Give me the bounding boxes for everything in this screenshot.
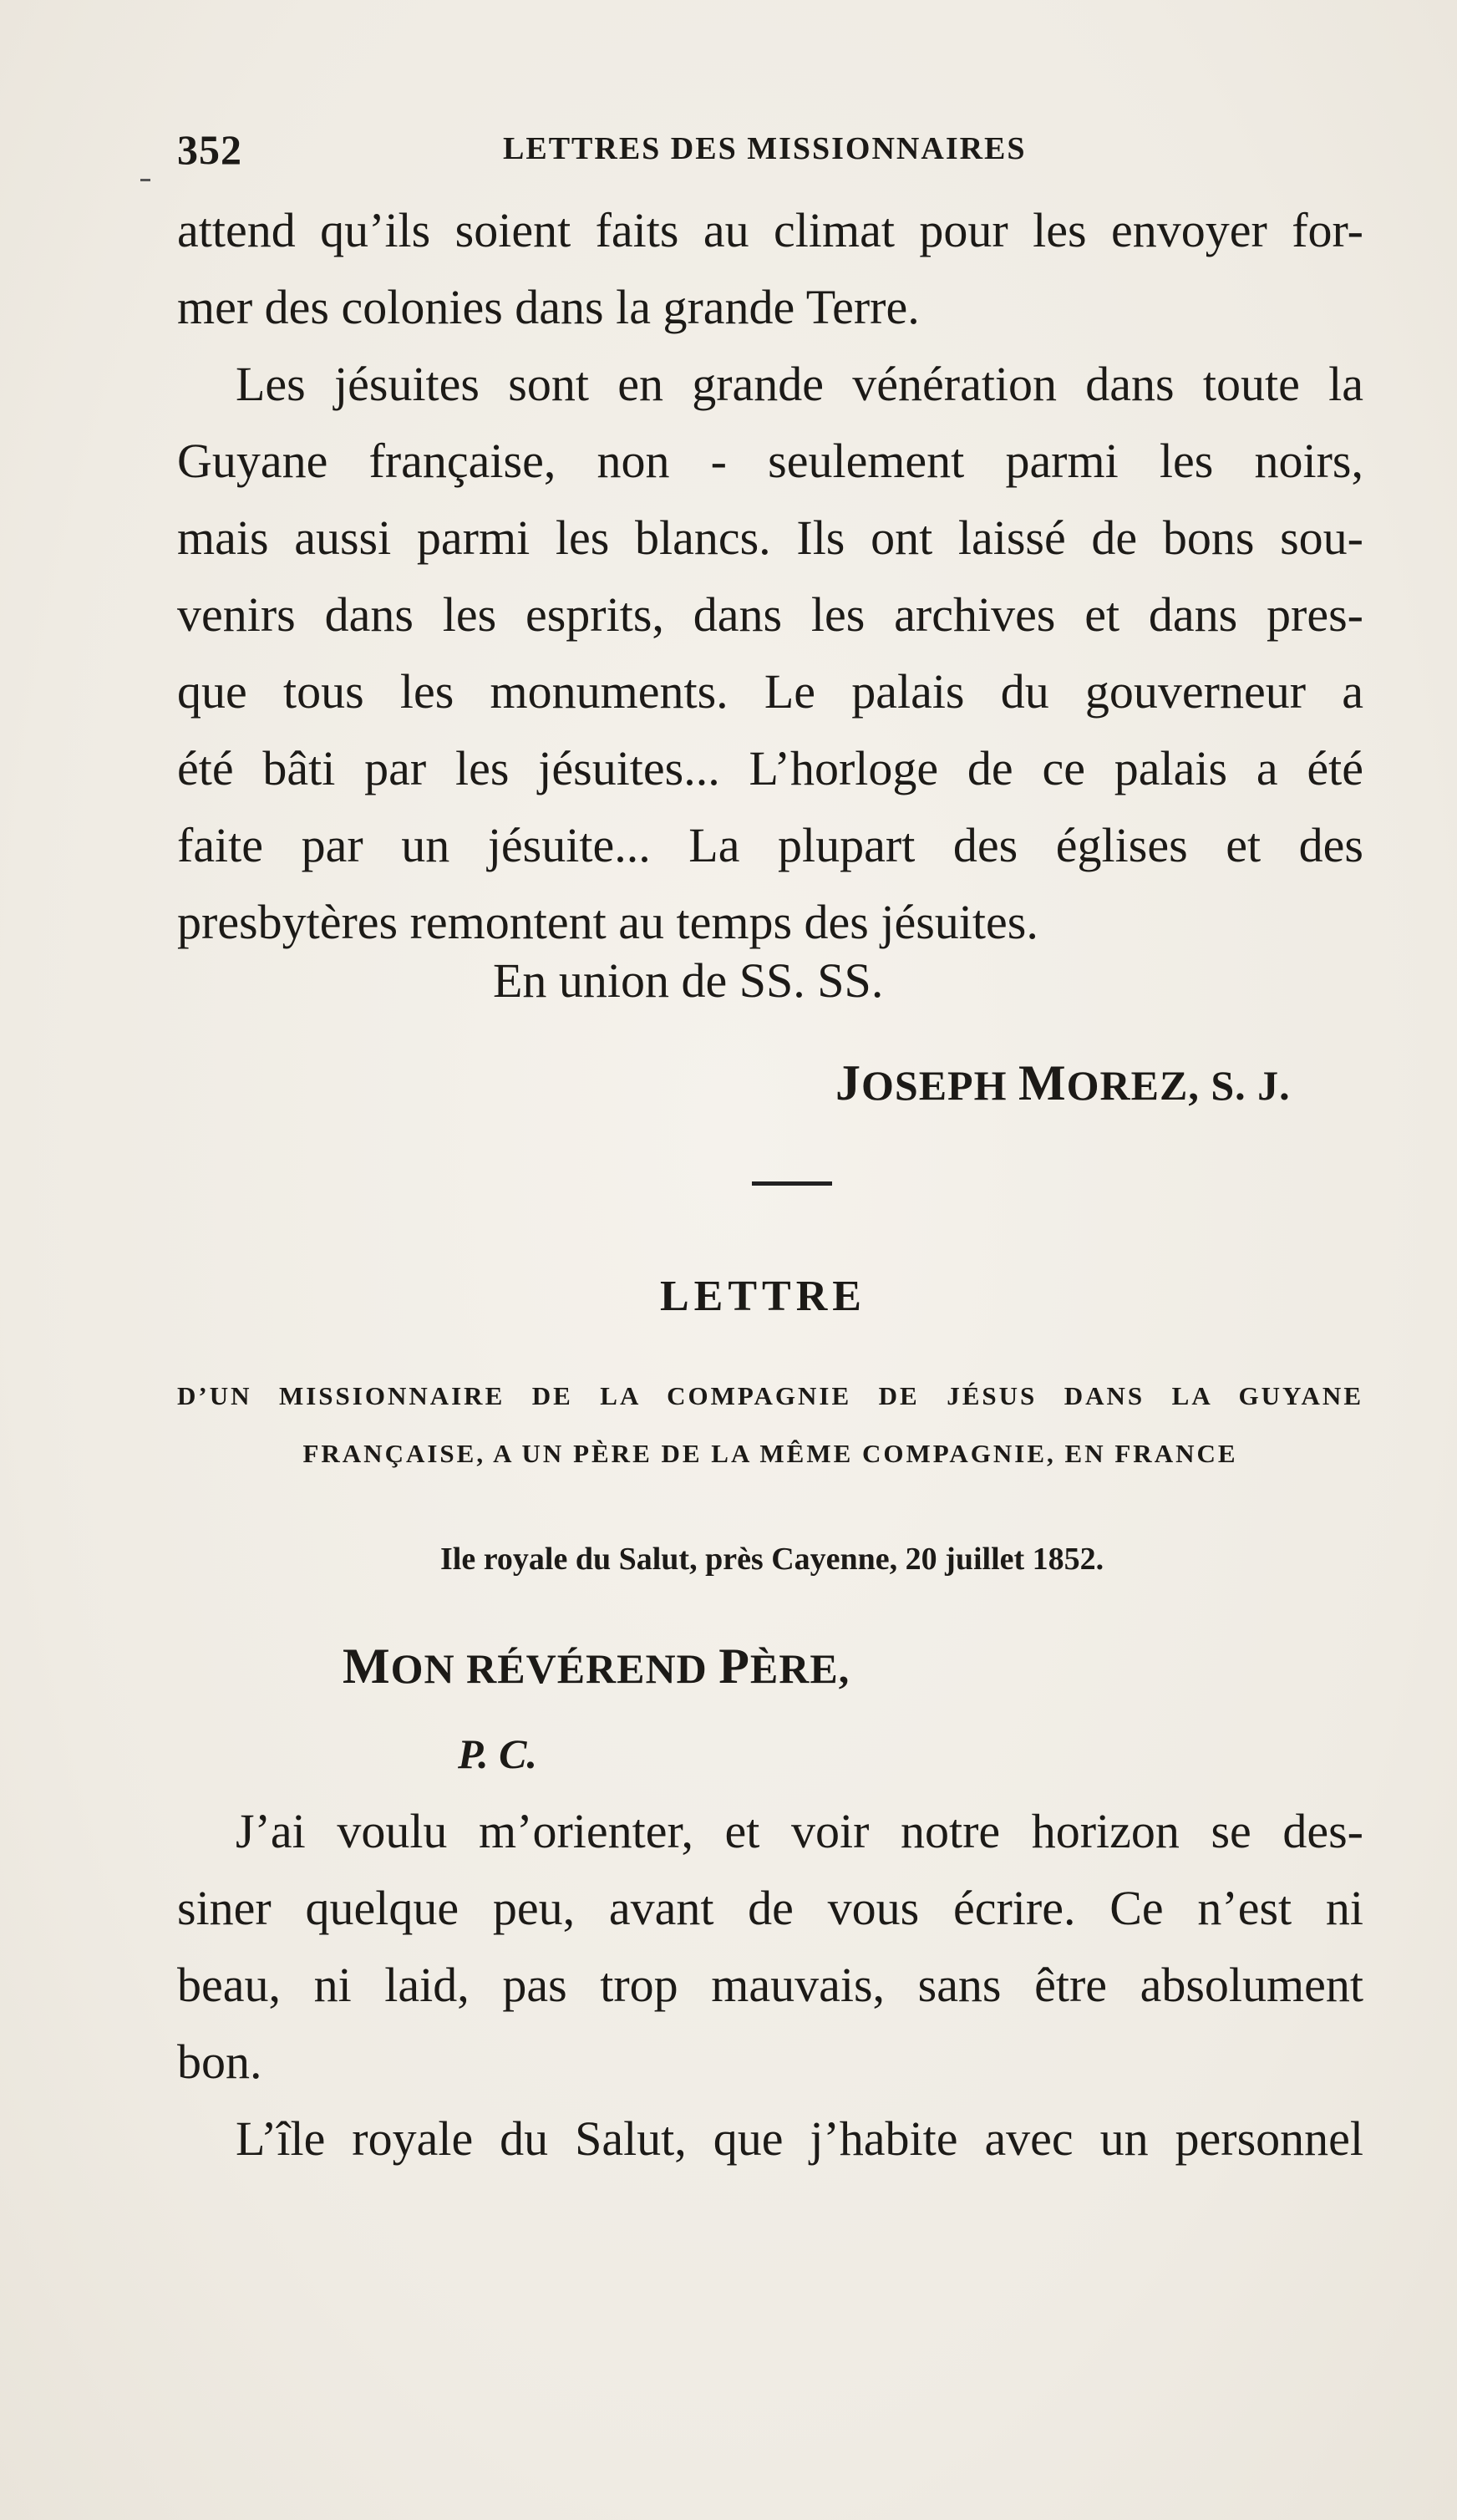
text-line: été bâti par les jésuites... L’horloge de ce palais a été bbox=[177, 741, 1363, 795]
text-line: mer des colonies dans la grande Terre. bbox=[177, 280, 920, 334]
letter-subtitle-line-1: D’UN MISSIONNAIRE DE LA COMPAGNIE DE JÉSUS DANS LA GUYANE bbox=[177, 1381, 1363, 1410]
running-head-title: LETTRES DES MISSIONNAIRES bbox=[503, 131, 1027, 166]
paragraph-orientation bbox=[177, 1793, 1363, 2101]
text-line: bon. bbox=[177, 2035, 262, 2089]
text-line: attend qu’ils soient faits au climat pour les envoyer for- bbox=[177, 203, 1363, 257]
pax-christi: P. C. bbox=[458, 1730, 537, 1777]
signature: JOSEPH MOREZ, S. J. bbox=[835, 1055, 1291, 1110]
section-rule bbox=[752, 1181, 832, 1186]
letter-dateline: Ile royale du Salut, près Cayenne, 20 juillet 1852. bbox=[440, 1542, 1104, 1577]
text-line: J’ai voulu m’orienter, et voir notre horizon se des- bbox=[236, 1804, 1363, 1858]
text-line: faite par un jésuite... La plupart des églises et des bbox=[177, 818, 1363, 872]
text-line: que tous les monuments. Le palais du gouverneur a bbox=[177, 664, 1363, 719]
letter-subtitle-line-2: FRANÇAISE, A UN PÈRE DE LA MÊME COMPAGNIE, EN FRANCE bbox=[302, 1439, 1238, 1468]
text-line: beau, ni laid, pas trop mauvais, sans être absolument bbox=[177, 1958, 1363, 2012]
text-line: mais aussi parmi les blancs. Ils ont laissé de bons sou- bbox=[177, 511, 1363, 565]
paragraph-continuation bbox=[177, 192, 1363, 346]
page-number: 352 bbox=[177, 126, 242, 173]
text-line: presbytères remontent au temps des jésuites. bbox=[177, 895, 1038, 949]
paragraph-ile-royale bbox=[177, 2101, 1363, 2177]
text-line: Les jésuites sont en grande vénération dans toute la bbox=[236, 357, 1363, 411]
running-head bbox=[177, 125, 1363, 175]
text-line: Guyane française, non - seulement parmi les noirs, bbox=[177, 434, 1363, 488]
salutation: MON RÉVÉREND PÈRE, bbox=[343, 1639, 850, 1694]
paragraph-jesuits bbox=[177, 346, 1363, 961]
text-line: venirs dans les esprits, dans les archives et dans pres- bbox=[177, 587, 1363, 642]
text-line: siner quelque peu, avant de vous écrire. Ce n’est ni bbox=[177, 1881, 1363, 1935]
letter-title: LETTRE bbox=[660, 1273, 866, 1320]
closing-formula: En union de SS. SS. bbox=[493, 953, 884, 1008]
text-line: L’île royale du Salut, que j’habite avec un personnel bbox=[236, 2111, 1363, 2166]
margin-dash-mark bbox=[140, 179, 150, 181]
